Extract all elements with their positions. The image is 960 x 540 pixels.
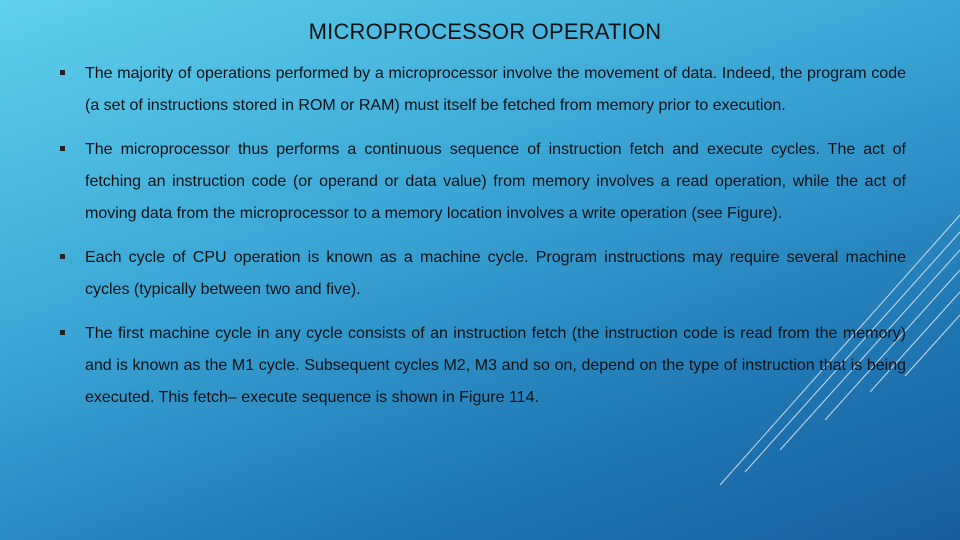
- square-bullet-icon: [60, 330, 65, 335]
- square-bullet-icon: [60, 70, 65, 75]
- bullet-list: [60, 58, 906, 426]
- list-item: [60, 242, 906, 306]
- bullet-text: The majority of operations performed by a microprocessor involve the movement of data. Indeed, the program code (a set of instructions stored in ROM or RAM) must itself be fetched from memory prior to execution.: [85, 65, 906, 114]
- slide-title: MICROPROCESSOR OPERATION: [308, 19, 662, 44]
- bullet-text: The first machine cycle in any cycle consists of an instruction fetch (the instruction code is read from the memory) and is known as the M1 cycle. Subsequent cycles M2, M3 and so on, depend on the type of instruction that is being executed. This fetch– execute sequence is shown in Figure 114.: [85, 325, 906, 406]
- list-item: [60, 134, 906, 230]
- square-bullet-icon: [60, 146, 65, 151]
- list-item: [60, 58, 906, 122]
- list-item: [60, 318, 906, 414]
- square-bullet-icon: [60, 254, 65, 259]
- bullet-text: Each cycle of CPU operation is known as a machine cycle. Program instructions may require several machine cycles (typically between two and five).: [85, 249, 906, 298]
- bullet-text: The microprocessor thus performs a continuous sequence of instruction fetch and execute cycles. The act of fetching an instruction code (or operand or data value) from memory involves a read operation, while the act of moving data from the microprocessor to a memory location involves a write operation (see Figure).: [85, 141, 906, 222]
